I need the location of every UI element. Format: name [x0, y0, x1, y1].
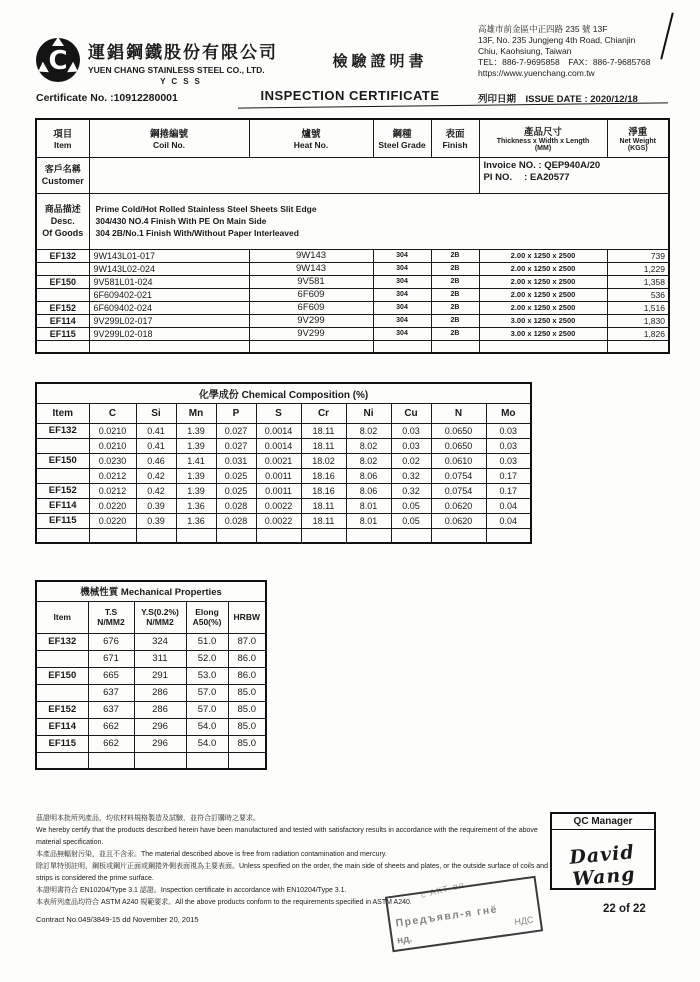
- mech-title-row: [36, 581, 266, 601]
- qc-signature: David Wang: [568, 841, 637, 891]
- chem-col-n: N: [431, 403, 486, 423]
- invoice-no: Invoice NO. : QEP940A/20: [483, 159, 601, 171]
- goods-label: 商品描述 Desc. Of Goods: [36, 193, 89, 249]
- mech-col-ys: Y.S(0.2%) N/MM2: [134, 601, 186, 633]
- chem-col-cu: Cu: [391, 403, 431, 423]
- chem-row: [36, 528, 531, 543]
- address-line: Chiu, Kaohsiung, Taiwan: [478, 46, 572, 56]
- product-row: 6F609402-021 6F609 304 2B 2.00 x 1250 x 2500 536: [36, 288, 669, 301]
- chem-row: EF132 0.0210 0.41 1.39 0.027 0.0014 18.11 8.02 0.03 0.0650 0.03: [36, 423, 531, 438]
- col-coil-no: 鋼捲編號 Coil No.: [89, 119, 249, 157]
- col-item: 項目 Item: [36, 119, 89, 157]
- header-rule: [238, 102, 668, 108]
- mech-row: EF115 662 296 54.0 85.0: [36, 735, 266, 752]
- svg-text:C: C: [48, 46, 68, 76]
- product-row: EF150 9V581L01-024 9V581 304 2B 2.00 x 1250 x 2500 1,358: [36, 275, 669, 288]
- col-steel-grade: 鋼種 Steel Grade: [373, 119, 431, 157]
- company-logo-icon: [34, 36, 82, 84]
- product-row: EF114 9V299L02-017 9V299 304 2B 3.00 x 1250 x 2500 1,830: [36, 314, 669, 327]
- company-name-cn: 運錩鋼鐵股份有限公司: [88, 43, 278, 62]
- chem-table-body: [36, 423, 531, 543]
- mech-row: EF132 676 324 51.0 87.0: [36, 633, 266, 650]
- invoice-box: [479, 157, 669, 193]
- mech-col-item: Item: [36, 601, 88, 633]
- col-net-weight: 淨重 Net Weight (KGS): [607, 119, 669, 157]
- address-line: https://www.yuenchang.com.tw: [478, 68, 595, 78]
- statement-line: We hereby certify that the products described herein have been manufactured and tested with satisfactory results in accordance with the requirement of the above: [36, 827, 538, 834]
- statement-line: 茲證明本批所列產品，均依材料規格製造及試驗，並符合訂購時之要求。: [36, 815, 260, 822]
- chem-title-row: [36, 383, 531, 403]
- statement-line: 除訂單特別註明，鋼板或鋼片正面或鋼捲外側表面視為主要表面。Unless specified on the order, the main side of sheets and plates, or the outside surface of coils and: [36, 863, 548, 870]
- product-row: EF132 9W143L01-017 9W143 304 2B 2.00 x 1250 x 2500 739: [36, 249, 669, 262]
- company-address: [478, 24, 650, 79]
- chem-col-item: Item: [36, 403, 89, 423]
- qc-manager-box: [550, 812, 656, 890]
- chem-row: 0.0210 0.41 1.39 0.027 0.0014 18.11 8.02 0.03 0.0650 0.03: [36, 438, 531, 453]
- product-table-body: [36, 249, 669, 353]
- statement-line: 本表所列產品均符合 ASTM A240 規範要求。All the above products conform to the requirements specified in ASTM A240.: [36, 899, 412, 906]
- company-logo: [34, 36, 82, 84]
- chem-col-s: S: [256, 403, 301, 423]
- product-row: EF152 6F609402-024 6F609 304 2B 2.00 x 1250 x 2500 1,516: [36, 301, 669, 314]
- mech-row: EF150 665 291 53.0 86.0: [36, 667, 266, 684]
- col-heat-no: 爐號 Heat No.: [249, 119, 373, 157]
- chem-col-c: C: [89, 403, 136, 423]
- chem-row: EF152 0.0212 0.42 1.39 0.025 0.0011 18.16 8.06 0.32 0.0754 0.17: [36, 483, 531, 498]
- mech-header-row: [36, 601, 266, 633]
- col-finish: 表面 Finish: [431, 119, 479, 157]
- col-size: 產品尺寸 Thickness x Width x Length (MM): [479, 119, 607, 157]
- chemical-composition-table: [35, 382, 532, 544]
- product-row: 9W143L02-024 9W143 304 2B 2.00 x 1250 x 2500 1,229: [36, 262, 669, 275]
- chem-col-si: Si: [136, 403, 176, 423]
- address-line: 高雄市前金區中正四路 235 號 13F: [478, 24, 608, 34]
- pi-no: PI NO. : EA20577: [483, 171, 570, 183]
- chem-col-ni: Ni: [346, 403, 391, 423]
- address-line: 13F, No. 235 Jungjeng 4th Road, Chianjin: [478, 35, 636, 45]
- issue-date: 列印日期 ISSUE DATE : 2020/12/18: [478, 94, 638, 105]
- handwritten-slash-mark: [660, 12, 674, 59]
- mech-col-ts: T.S N/MM2: [88, 601, 134, 633]
- mech-row: EF152 637 286 57.0 85.0: [36, 701, 266, 718]
- statement-line: strips is considered the prime surface.: [36, 875, 154, 882]
- stamp-text-line1: Предъявл-я гнё: [394, 903, 499, 930]
- customer-value: [89, 157, 479, 193]
- company-abbr: YCSS: [160, 77, 206, 86]
- document-title-en: INSPECTION CERTIFICATE: [260, 88, 440, 103]
- mech-row: EF114 662 296 54.0 85.0: [36, 718, 266, 735]
- chem-col-mn: Mn: [176, 403, 216, 423]
- goods-row: [36, 193, 669, 249]
- mech-col-elong: Elong A50(%): [186, 601, 228, 633]
- company-name-en: YUEN CHANG STAINLESS STEEL CO., LTD.: [88, 65, 265, 75]
- mech-row: 671 311 52.0 86.0: [36, 650, 266, 667]
- mechanical-properties-table: [35, 580, 267, 770]
- contract-number: Contract No.049/3849-15 dd November 20, 2015: [36, 915, 199, 924]
- statement-line: 本產品無輻射污染，並且不含汞。The material described above is free from radiation contamination and mercury.: [36, 851, 387, 858]
- page-number: 22 of 22: [603, 903, 646, 915]
- statement-line: 本證明書符合 EN10204/Type 3.1 認證。Inspection certificate in accordance with EN10204/Type 3.1.: [36, 887, 347, 894]
- mech-row: 637 286 57.0 85.0: [36, 684, 266, 701]
- product-row: EF115 9V299L02-018 9V299 304 2B 3.00 x 1250 x 2500 1,826: [36, 327, 669, 340]
- chem-table-title: 化學成份 Chemical Composition (%): [36, 383, 531, 403]
- statement-line: material specification.: [36, 839, 104, 846]
- stamp-text-line2: нд.: [396, 933, 413, 947]
- chem-row: EF115 0.0220 0.39 1.36 0.028 0.0022 18.11 8.01 0.05 0.0620 0.04: [36, 513, 531, 528]
- address-line: TEL：886-7-9695858 FAX：886-7-9685768: [478, 57, 651, 67]
- mech-col-hrbw: HRBW: [228, 601, 266, 633]
- stamp-text-line3: НДС: [513, 914, 535, 928]
- chem-header-row: [36, 403, 531, 423]
- customer-row: [36, 157, 669, 193]
- chem-row: 0.0212 0.42 1.39 0.025 0.0011 18.16 8.06 0.32 0.0754 0.17: [36, 468, 531, 483]
- qc-manager-label: QC Manager: [552, 814, 654, 830]
- mech-table-title: 機械性質 Mechanical Properties: [36, 581, 266, 601]
- product-table: [35, 118, 670, 354]
- chem-col-cr: Cr: [301, 403, 346, 423]
- mech-row: [36, 752, 266, 769]
- product-row: [36, 340, 669, 353]
- chem-row: EF150 0.0230 0.46 1.41 0.031 0.0021 18.02 8.02 0.02 0.0610 0.03: [36, 453, 531, 468]
- chem-col-p: P: [216, 403, 256, 423]
- product-table-header-row: [36, 119, 669, 157]
- certificate-number: Certificate No. :10912280001: [36, 92, 178, 104]
- document-title-cn: 檢驗證明書: [332, 53, 428, 70]
- company-name-block: [88, 38, 278, 86]
- chem-row: EF114 0.0220 0.39 1.36 0.028 0.0022 18.11 8.01 0.05 0.0620 0.04: [36, 498, 531, 513]
- chem-col-mo: Mo: [486, 403, 531, 423]
- customer-label: 客戶名稱 Customer: [36, 157, 89, 193]
- mech-table-body: [36, 633, 266, 769]
- goods-description: Prime Cold/Hot Rolled Stainless Steel Sheets Slit Edge 304/430 NO.4 Finish With PE On Main Side 304 2B/No.1 Finish With/Without Paper Interleaved: [89, 193, 669, 249]
- stamp-scribble: с АКТ-вл: [419, 879, 466, 900]
